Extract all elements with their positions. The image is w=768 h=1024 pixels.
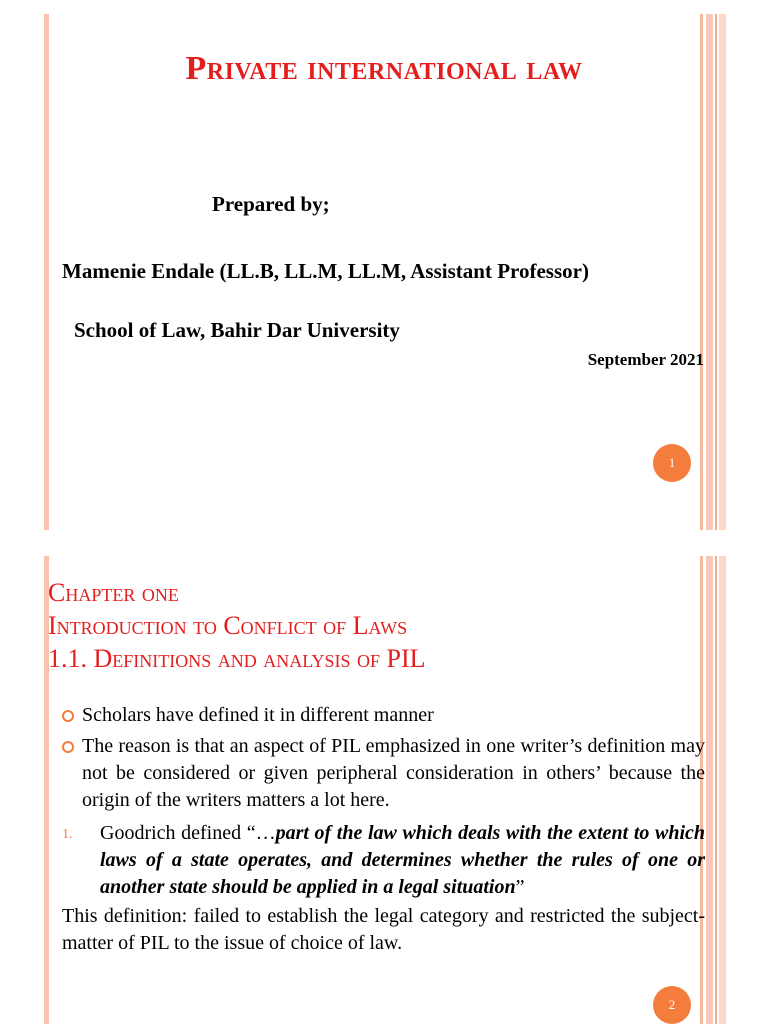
chapter-heading: Chapter one — [48, 578, 179, 607]
bullet-circle-icon — [62, 741, 74, 753]
slide-2 — [0, 556, 768, 1024]
slide-gap — [0, 530, 768, 556]
list-item — [62, 702, 705, 729]
numbered-item — [62, 820, 705, 901]
quote-close: ” — [515, 876, 525, 898]
item-number: 1. — [62, 827, 73, 842]
author-line: Mamenie Endale (LL.B, LL.M, LL.M, Assistant Professor) — [62, 259, 589, 283]
bullet-circle-icon — [62, 710, 74, 722]
school-line: School of Law, Bahir Dar University — [74, 318, 400, 342]
item-lead-text: Goodrich defined “… — [100, 822, 276, 844]
bullet-text: The reason is that an aspect of PIL emphasized in one writer’s definition may not be considered or given peripheral consideration in others’ because the origin of the writers matters a lot here. — [82, 735, 705, 811]
bullet-list — [62, 702, 705, 957]
prepared-by-label: Prepared by; — [212, 192, 330, 216]
bullet-text: Scholars have defined it in different manner — [82, 704, 434, 726]
quoted-definition: part of the law which deals with the extent to which laws of a state operates, and determines whether the rules of one or another state should be applied in a legal situation — [100, 822, 705, 898]
left-accent-bar — [44, 14, 49, 530]
date-line: September 2021 — [587, 350, 704, 369]
section-heading: 1.1. Definitions and analysis of PIL — [48, 644, 426, 673]
page-number-badge: 2 — [653, 986, 691, 1024]
slide-title: Private international law — [185, 50, 583, 87]
list-item — [62, 733, 705, 814]
conclusion-text: This definition: failed to establish the legal category and restricted the subject-matter of PIL to the issue of choice of law. — [62, 905, 705, 954]
slide-heading — [48, 576, 425, 675]
chapter-title-heading: Introduction to Conflict of Laws — [48, 611, 408, 640]
page-number-badge: 1 — [653, 444, 691, 482]
